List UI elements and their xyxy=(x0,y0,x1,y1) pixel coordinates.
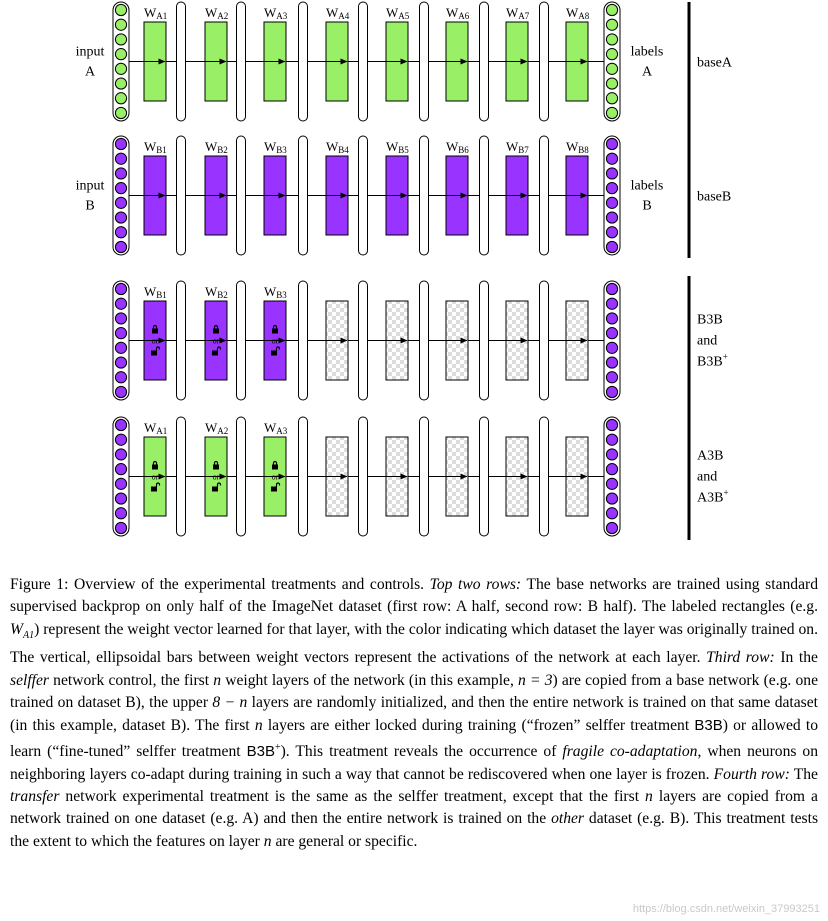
weight-subscript: B2 xyxy=(217,145,228,155)
weight-subscript: A3 xyxy=(276,11,288,21)
neuron xyxy=(115,241,126,252)
neuron xyxy=(115,357,126,368)
side-label: A3B xyxy=(697,448,724,464)
weight-label: WB1 xyxy=(144,139,167,155)
weight-subscript: A3 xyxy=(276,426,288,436)
lock-or-text: or xyxy=(151,472,159,482)
weight-subscript: B5 xyxy=(398,145,409,155)
weight-layer xyxy=(205,139,228,235)
activation-bar xyxy=(177,417,186,536)
neuron xyxy=(606,183,617,194)
side-label-superscript: + xyxy=(722,351,728,362)
activation-bar xyxy=(177,136,186,255)
weight-layer xyxy=(205,420,228,516)
weight-label: WB3 xyxy=(264,139,287,155)
neuron xyxy=(115,49,126,60)
neuron xyxy=(606,283,617,294)
fourth-row-label: Fourth row: xyxy=(713,765,790,783)
side-label: baseB xyxy=(697,189,732,205)
neuron xyxy=(115,434,126,445)
neuron xyxy=(606,19,617,30)
output-label: labels xyxy=(630,44,664,60)
neuron xyxy=(115,283,126,294)
weight-label: WA1 xyxy=(144,420,168,436)
neuron xyxy=(606,49,617,60)
neuron xyxy=(115,4,126,15)
weight-layer xyxy=(386,301,408,380)
weight-label: WB6 xyxy=(446,139,469,155)
weight-layer xyxy=(506,437,528,516)
weight-layer xyxy=(205,284,228,380)
weight-label: WB2 xyxy=(205,284,228,300)
neuron xyxy=(606,386,617,397)
weight-layer xyxy=(506,301,528,380)
activation-bar xyxy=(480,136,489,255)
side-label: A3B+ xyxy=(697,487,729,506)
neuron xyxy=(115,419,126,430)
neuron xyxy=(606,313,617,324)
weight-layer xyxy=(386,139,409,235)
neuron xyxy=(115,313,126,324)
activation-bar xyxy=(540,417,549,536)
neuron xyxy=(606,342,617,353)
lock-or-text: or xyxy=(271,336,279,346)
neuron xyxy=(115,372,126,383)
neuron xyxy=(115,63,126,74)
activation-bar xyxy=(299,2,308,121)
lock-or-text: or xyxy=(212,472,220,482)
weight-label: WA5 xyxy=(386,5,410,21)
activation-bar xyxy=(359,417,368,536)
weight-label: WA3 xyxy=(264,5,288,21)
weight-subscript: B4 xyxy=(338,145,349,155)
activation-bar xyxy=(420,2,429,121)
weight-subscript: A4 xyxy=(338,11,350,21)
neuron xyxy=(115,464,126,475)
side-label: B3B+ xyxy=(697,351,728,370)
neuron xyxy=(606,212,617,223)
top-rows-label: Top two rows: xyxy=(429,576,522,593)
row-B3B xyxy=(113,281,728,400)
weight-subscript: B3 xyxy=(276,290,287,300)
activation-bar xyxy=(299,417,308,536)
neuron xyxy=(115,93,126,104)
neuron xyxy=(115,168,126,179)
neuron xyxy=(115,522,126,533)
weight-subscript: B7 xyxy=(518,145,529,155)
weight-label: WB2 xyxy=(205,139,228,155)
activation-bar xyxy=(237,2,246,121)
lock-or-text: or xyxy=(271,472,279,482)
weight-subscript: B3 xyxy=(276,145,287,155)
neuron xyxy=(606,493,617,504)
weight-label: WB5 xyxy=(386,139,409,155)
neuron xyxy=(606,508,617,519)
weight-layer xyxy=(144,139,167,235)
weight-subscript: B1 xyxy=(156,145,167,155)
diagram-rows xyxy=(76,2,733,536)
neuron xyxy=(606,434,617,445)
activation-bar xyxy=(359,136,368,255)
weight-layer xyxy=(386,437,408,516)
weight-layer xyxy=(446,437,468,516)
neuron xyxy=(606,241,617,252)
weight-label: WA3 xyxy=(264,420,288,436)
third-row-label: Third row: xyxy=(706,649,775,667)
output-label: A xyxy=(641,64,653,80)
input-label: input xyxy=(75,44,105,60)
weight-layer xyxy=(264,420,288,516)
weight-layer xyxy=(326,139,349,235)
weight-layer xyxy=(326,5,350,101)
neuron xyxy=(606,464,617,475)
neuron xyxy=(606,522,617,533)
neuron xyxy=(115,212,126,223)
input-label: B xyxy=(85,198,95,214)
weight-label: WB1 xyxy=(144,284,167,300)
weight-label: WA6 xyxy=(446,5,470,21)
figure-label: Figure 1: xyxy=(10,576,69,593)
neuron xyxy=(115,493,126,504)
neuron xyxy=(115,298,126,309)
weight-layer xyxy=(566,301,588,380)
weight-layer xyxy=(446,5,470,101)
neuron xyxy=(115,328,126,339)
neuron xyxy=(115,183,126,194)
figure-caption: Figure 1: Overview of the experimental treatments and controls. Top two rows: The base networks are trained using standard supervised backprop on only half of the ImageNet dataset (first row: A half, second row: B half). The labeled rectangles (e.g. $W_{A1}$) represent the weight vector learned for that layer, with the color indicating which dataset the layer was originally trained on. The vertical, ellipsoidal bars between weight vectors represent the activations of the network at each layer. Third row: In the selffer network control, the first n weight layers of the network (in this example, n = 3) are copied from a base network (e.g. one trained on dataset B), the upper 8 − n layers are randomly initialized, and then the entire network is trained on that same dataset (in this example, dataset B). The first n layers are either locked during training (“frozen” selffer treatment B3B) or allowed to learn (“fine-tuned” selffer treatment B3B+). This treatment reveals the occurrence of fragile co-adaptation, when neurons on neighboring layers co-adapt during training in such a way that cannot be rediscovered when one layer is frozen. Fourth row: The transfer network experimental treatment is the same as the selffer treatment, except that the first n layers are copied from a network trained on one dataset (e.g. A) and then the entire network is trained on the other dataset (e.g. B). This treatment tests the extent to which the features on layer n are general or specific. xyxy=(10,576,819,850)
activation-bar xyxy=(480,417,489,536)
weight-subscript: A2 xyxy=(217,426,229,436)
activation-bar xyxy=(540,136,549,255)
activation-bar xyxy=(299,136,308,255)
neuron xyxy=(606,328,617,339)
weight-label: WA2 xyxy=(205,420,229,436)
neuron xyxy=(115,386,126,397)
neuron xyxy=(606,357,617,368)
input-label: A xyxy=(84,64,96,80)
neuron xyxy=(115,138,126,149)
watermark: https://blog.csdn.net/weixin_37993251 xyxy=(632,903,820,915)
weight-layer xyxy=(264,5,288,101)
neuron xyxy=(115,153,126,164)
weight-label: WA4 xyxy=(326,5,350,21)
activation-bar xyxy=(420,136,429,255)
lock-or-text: or xyxy=(151,336,159,346)
activation-bar xyxy=(420,281,429,400)
weight-subscript: A8 xyxy=(578,11,590,21)
activation-bar xyxy=(299,281,308,400)
activation-bar xyxy=(480,281,489,400)
neuron xyxy=(115,19,126,30)
neuron xyxy=(606,168,617,179)
activation-bar xyxy=(237,136,246,255)
weight-layer xyxy=(566,437,588,516)
activation-bar xyxy=(540,2,549,121)
weight-subscript: A1 xyxy=(156,426,168,436)
neuron xyxy=(115,449,126,460)
side-label: and xyxy=(697,469,718,485)
weight-label: WB7 xyxy=(506,139,529,155)
input-label: input xyxy=(75,178,105,194)
weight-subscript: A2 xyxy=(217,11,229,21)
weight-layer xyxy=(144,284,167,380)
weight-subscript: A7 xyxy=(518,11,530,21)
neuron xyxy=(606,227,617,238)
neuron xyxy=(606,107,617,118)
neuron xyxy=(115,227,126,238)
neuron xyxy=(115,78,126,89)
neuron xyxy=(606,197,617,208)
output-label: B xyxy=(642,198,652,214)
weight-label: WB4 xyxy=(326,139,349,155)
weight-label: WA8 xyxy=(566,5,590,21)
neuron xyxy=(606,138,617,149)
weight-label: WB8 xyxy=(566,139,589,155)
neuron xyxy=(606,153,617,164)
neuron xyxy=(606,78,617,89)
neuron xyxy=(115,34,126,45)
activation-bar xyxy=(237,281,246,400)
lock-or-text: or xyxy=(212,336,220,346)
neuron xyxy=(115,478,126,489)
weight-layer xyxy=(446,139,469,235)
weight-subscript: A6 xyxy=(458,11,470,21)
weight-layer xyxy=(506,139,529,235)
side-label-superscript: + xyxy=(723,487,729,498)
weight-layer xyxy=(264,139,287,235)
neuron xyxy=(606,419,617,430)
weight-label: WA7 xyxy=(506,5,530,21)
neuron xyxy=(606,372,617,383)
side-label: and xyxy=(697,333,718,349)
neuron xyxy=(606,478,617,489)
side-label: baseA xyxy=(697,55,732,71)
activation-bar xyxy=(237,417,246,536)
activation-bar xyxy=(480,2,489,121)
activation-bar xyxy=(359,281,368,400)
caption-title: Overview of the experimental treatments and controls. xyxy=(74,576,425,593)
weight-layer xyxy=(506,5,530,101)
weight-subscript: A1 xyxy=(156,11,168,21)
neuron xyxy=(606,449,617,460)
weight-layer xyxy=(566,139,589,235)
weight-subscript: B8 xyxy=(578,145,589,155)
weight-layer xyxy=(326,437,348,516)
weight-layer xyxy=(205,5,228,101)
activation-bar xyxy=(177,2,186,121)
neuron xyxy=(606,63,617,74)
weight-layer xyxy=(566,5,590,101)
weight-layer xyxy=(386,5,410,101)
row-baseA xyxy=(76,2,733,121)
weight-label: WA1 xyxy=(144,5,168,21)
row-A3B xyxy=(113,417,729,536)
weight-label: WA2 xyxy=(205,5,229,21)
activation-bar xyxy=(420,417,429,536)
neuron xyxy=(115,197,126,208)
row-baseB xyxy=(76,136,732,255)
side-label: B3B xyxy=(697,312,723,328)
weight-subscript: B6 xyxy=(458,145,469,155)
weight-subscript: B2 xyxy=(217,290,228,300)
neuron xyxy=(115,508,126,519)
weight-label: WB3 xyxy=(264,284,287,300)
neuron xyxy=(606,93,617,104)
output-label: labels xyxy=(630,178,664,194)
activation-bar xyxy=(177,281,186,400)
neuron xyxy=(606,298,617,309)
neuron xyxy=(606,4,617,15)
activation-bar xyxy=(359,2,368,121)
neuron xyxy=(115,342,126,353)
weight-subscript: B1 xyxy=(156,290,167,300)
activation-bar xyxy=(540,281,549,400)
weight-layer xyxy=(264,284,287,380)
neuron xyxy=(606,34,617,45)
weight-layer xyxy=(144,5,167,101)
weight-layer xyxy=(144,420,167,516)
weight-layer xyxy=(326,301,348,380)
weight-layer xyxy=(446,301,468,380)
weight-subscript: A5 xyxy=(398,11,410,21)
neuron xyxy=(115,107,126,118)
